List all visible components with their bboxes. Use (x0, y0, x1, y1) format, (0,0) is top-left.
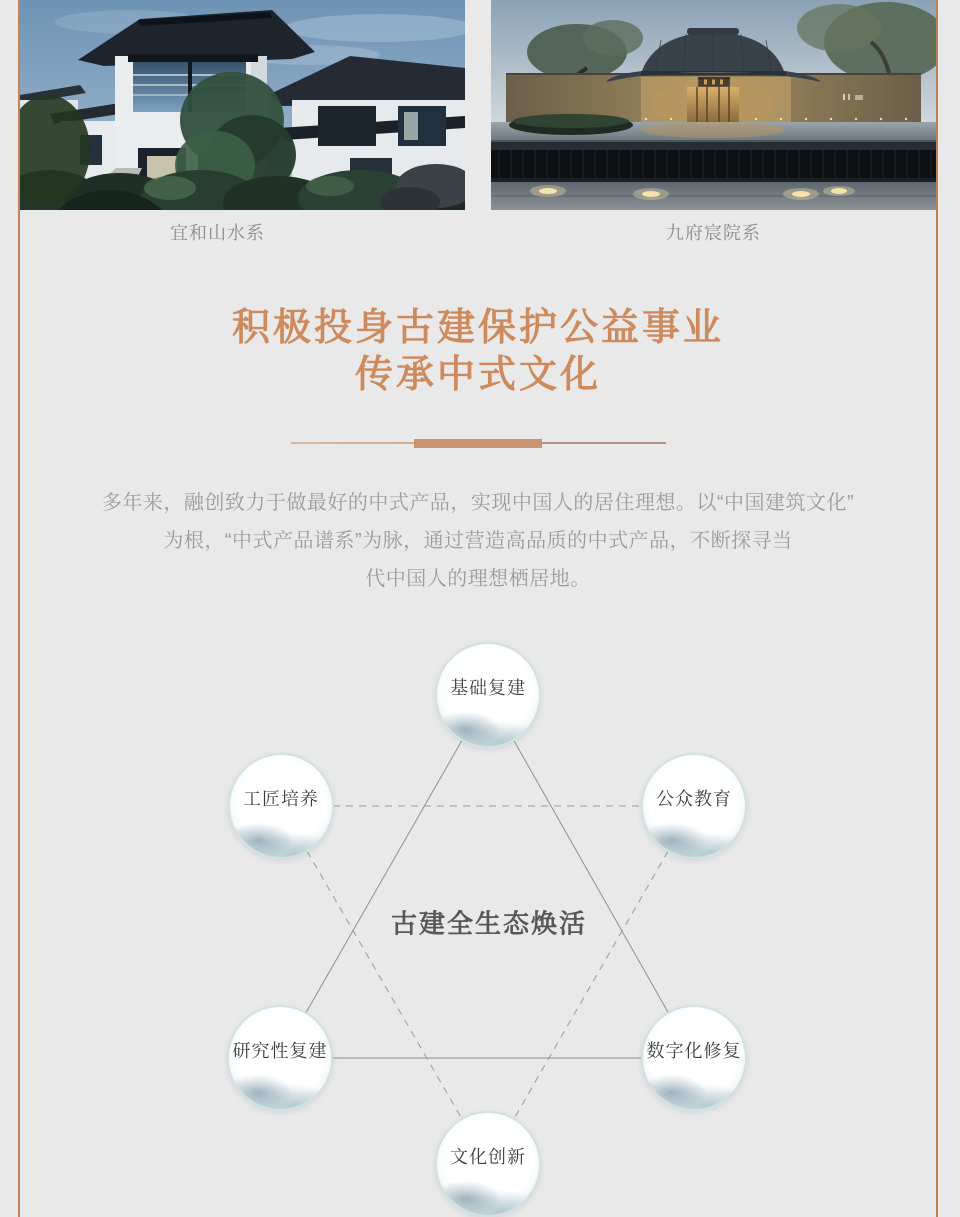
ecosystem-diagram (20, 612, 936, 1217)
node-label: 基础复建 (450, 678, 526, 699)
section-divider (291, 439, 666, 448)
diagram-node-research-reconstruction (227, 1005, 333, 1111)
node-label: 工匠培养 (243, 789, 319, 810)
intro-line-3: 代中国人的理想栖居地。 (365, 568, 591, 590)
node-label: 数字化修复 (646, 1041, 742, 1062)
section-title (20, 305, 936, 399)
intro-line-1: 多年来，融创致力于做最好的中式产品，实现中国人的居住理想。以“中国建筑文化” (101, 492, 855, 514)
diagram-node-foundation-rebuild (435, 642, 541, 748)
diagram-node-public-education (641, 753, 747, 859)
intro-paragraph (20, 484, 936, 598)
photo-yihe-illustration (20, 0, 465, 210)
node-label: 公众教育 (656, 789, 732, 810)
diagram-node-digital-restoration (641, 1005, 747, 1111)
diagram-center-label: 古建全生态焕活 (390, 909, 588, 940)
photo-jiufu-illustration (491, 0, 936, 210)
intro-line-2: 为根，“中式产品谱系”为脉，通过营造高品质的中式产品，不断探寻当 (163, 530, 793, 552)
photo-jiufu-chenyuan (491, 0, 936, 210)
photo-gallery (20, 0, 936, 210)
section-title-line2: 传承中式文化 (354, 354, 601, 396)
photo-caption-jiufu: 九府宸院系 (666, 223, 761, 243)
photo-yihe-shanshui (20, 0, 465, 210)
photo-caption-yihe: 宜和山水系 (170, 223, 265, 243)
diagram-node-craftsman-training (228, 753, 334, 859)
content-frame (18, 0, 938, 1217)
photo-captions (20, 222, 936, 244)
diagram-node-cultural-innovation (435, 1111, 541, 1217)
section-title-line1: 积极投身古建保护公益事业 (231, 307, 724, 349)
node-label: 研究性复建 (232, 1041, 328, 1062)
divider-accent-bar (414, 439, 542, 448)
node-label: 文化创新 (450, 1147, 526, 1168)
